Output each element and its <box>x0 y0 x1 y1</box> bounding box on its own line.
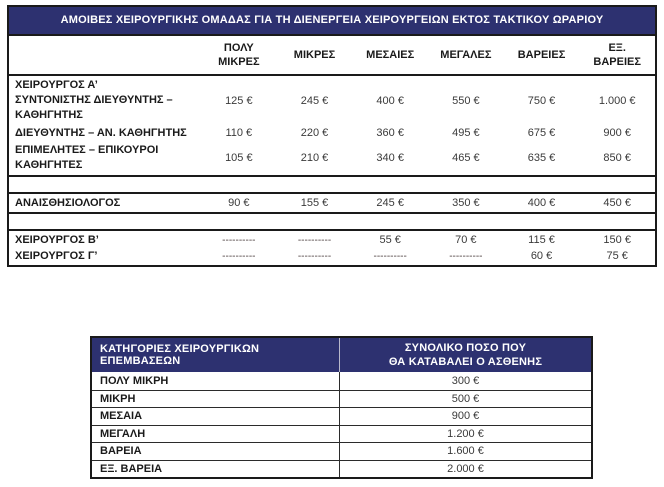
fee-row-label <box>9 78 201 123</box>
category-label: ΕΞ. ΒΑΡΕΙΑ <box>100 462 163 475</box>
fee-row-label-line: ΚΑΘΗΓΗΤΕΣ <box>15 159 83 171</box>
category-row <box>92 460 591 478</box>
category-amount: 300 € <box>339 372 591 390</box>
fee-value-cell: ---------- <box>373 250 407 262</box>
fee-value-cell: 1.000 € <box>598 94 636 107</box>
fee-value-cell: 55 € <box>379 234 401 246</box>
column-header: ΜΕΣΑΙΕΣ <box>366 49 415 61</box>
fee-value-cell: 125 € <box>225 94 253 107</box>
total-amount-header-line-1: ΣΥΝΟΛΙΚΟ ΠΟΣΟ ΠΟΥ <box>404 342 527 354</box>
fee-value-cell: 245 € <box>300 94 329 107</box>
fee-value-cell: 360 € <box>376 127 404 139</box>
fee-row-label <box>9 143 201 173</box>
fee-value-cell: ---------- <box>222 250 256 262</box>
category-column-header: ΚΑΤΗΓΟΡΙΕΣ ΧΕΙΡΟΥΡΓΙΚΩΝ ΕΠΕΜΒΑΣΕΩΝ <box>100 343 260 367</box>
fee-row-label <box>9 126 201 141</box>
fee-row <box>9 232 655 248</box>
fee-row-label-line: ΔΙΕΥΘΥΝΤΗΣ – ΑΝ. ΚΑΘΗΓΗΤΗΣ <box>15 126 187 139</box>
patient-total-header-row <box>92 338 591 372</box>
category-amount: 500 € <box>339 391 591 408</box>
column-header: ΒΑΡΕΙΕΣ <box>517 49 566 61</box>
fee-value-cell: 150 € <box>603 234 631 246</box>
fees-table <box>7 5 657 267</box>
fees-table-body <box>9 76 655 265</box>
fee-value-cell: 155 € <box>300 197 329 209</box>
column-header: ΕΞ. ΒΑΡΕΙΕΣ <box>593 42 641 68</box>
section-spacer <box>9 177 655 192</box>
fee-row-label-line: ΧΕΙΡΟΥΡΓΟΣ Α’ <box>15 79 98 91</box>
fee-row <box>9 194 655 212</box>
fee-value-cell: 220 € <box>300 127 329 139</box>
column-header: ΜΕΓΑΛΕΣ <box>440 49 492 61</box>
fee-row <box>9 124 655 142</box>
fee-value-cell: 115 € <box>528 234 555 246</box>
fee-row <box>9 77 655 124</box>
category-label: ΜΕΣΑΙΑ <box>100 410 143 423</box>
category-label: ΒΑΡΕΙΑ <box>100 445 142 458</box>
fee-value-cell: 450 € <box>603 197 631 209</box>
fee-value-cell: 340 € <box>376 152 404 164</box>
category-amount: 1.600 € <box>339 443 591 460</box>
category-label: ΠΟΛΥ ΜΙΚΡΗ <box>100 374 169 387</box>
fee-value-cell: 90 € <box>228 197 250 209</box>
fee-value-cell: 465 € <box>452 152 480 164</box>
fees-section <box>9 76 655 177</box>
fees-section <box>9 229 655 265</box>
fee-row-label <box>9 233 201 248</box>
category-label: ΜΕΓΑΛΗ <box>100 427 146 440</box>
column-header: ΠΟΛΥ ΜΙΚΡΕΣ <box>218 42 260 68</box>
fee-value-cell: 70 € <box>455 234 477 246</box>
fee-row-label-line: ΧΕΙΡΟΥΡΓΟΣ Β’ <box>15 233 99 246</box>
category-row <box>92 390 591 408</box>
fee-value-cell: ---------- <box>297 234 332 246</box>
category-row <box>92 407 591 425</box>
fee-value-cell: 400 € <box>376 94 404 107</box>
patient-total-table <box>90 336 593 479</box>
fee-value-cell: 900 € <box>603 127 631 139</box>
category-row <box>92 425 591 443</box>
category-row <box>92 372 591 390</box>
fee-value-cell: 675 € <box>527 127 556 139</box>
fee-value-cell: 850 € <box>603 152 631 164</box>
fee-row-label-line: ΧΕΙΡΟΥΡΓΟΣ Γ’ <box>15 249 98 262</box>
fees-table-header-row <box>9 36 655 76</box>
fee-value-cell: 495 € <box>452 127 480 139</box>
total-amount-header-line-2: ΘΑ ΚΑΤΑΒΑΛΕΙ Ο ΑΣΘΕΝΗΣ <box>388 356 543 368</box>
section-spacer <box>9 214 655 229</box>
fee-value-cell: 550 € <box>452 94 480 107</box>
fee-value-cell: 60 € <box>530 250 553 262</box>
fee-value-cell: 110 € <box>225 127 253 139</box>
fees-table-title: ΑΜΟΙΒΕΣ ΧΕΙΡΟΥΡΓΙΚΗΣ ΟΜΑΔΑΣ ΓΙΑ ΤΗ ΔΙΕΝΕΡΓΕΙΑ ΧΕΙΡΟΥΡΓΕΙΩΝ ΕΚΤΟΣ ΤΑΚΤΙΚΟΥ ΩΡΑΡΙΟΥ <box>9 7 655 36</box>
category-amount: 2.000 € <box>339 461 591 478</box>
fee-row <box>9 248 655 264</box>
fees-section <box>9 192 655 214</box>
fee-row-label <box>9 249 201 264</box>
fee-value-cell: 75 € <box>606 250 628 262</box>
fee-value-cell: 635 € <box>527 152 556 164</box>
fee-value-cell: 245 € <box>376 197 404 209</box>
fee-row-label-line: ΚΑΘΗΓΗΤΗΣ <box>15 109 83 121</box>
total-amount-column-header <box>339 338 591 372</box>
fee-value-cell: ---------- <box>449 250 483 262</box>
fee-row <box>9 142 655 174</box>
fee-value-cell: ---------- <box>222 234 256 246</box>
column-header: ΜΙΚΡΕΣ <box>293 49 336 61</box>
fee-row-label <box>9 196 201 211</box>
category-label: ΜΙΚΡΗ <box>100 392 136 405</box>
fee-row-label-line: ΣΥΝΤΟΝΙΣΤΗΣ ΔΙΕΥΘΥΝΤΗΣ – <box>15 94 173 106</box>
category-amount: 900 € <box>339 408 591 425</box>
fee-value-cell: ---------- <box>297 250 332 262</box>
fee-value-cell: 210 € <box>300 152 329 164</box>
fee-value-cell: 750 € <box>527 94 556 107</box>
fee-value-cell: 350 € <box>452 197 480 209</box>
fee-value-cell: 400 € <box>527 197 556 209</box>
category-row <box>92 442 591 460</box>
fee-row-label-line: ΑΝΑΙΣΘΗΣΙΟΛΟΓΟΣ <box>15 196 121 209</box>
fee-value-cell: 105 € <box>225 152 253 164</box>
category-amount: 1.200 € <box>339 426 591 443</box>
fee-row-label-line: ΕΠΙΜΕΛΗΤΕΣ – ΕΠΙΚΟΥΡΟΙ <box>15 144 159 156</box>
patient-total-body <box>92 372 591 477</box>
